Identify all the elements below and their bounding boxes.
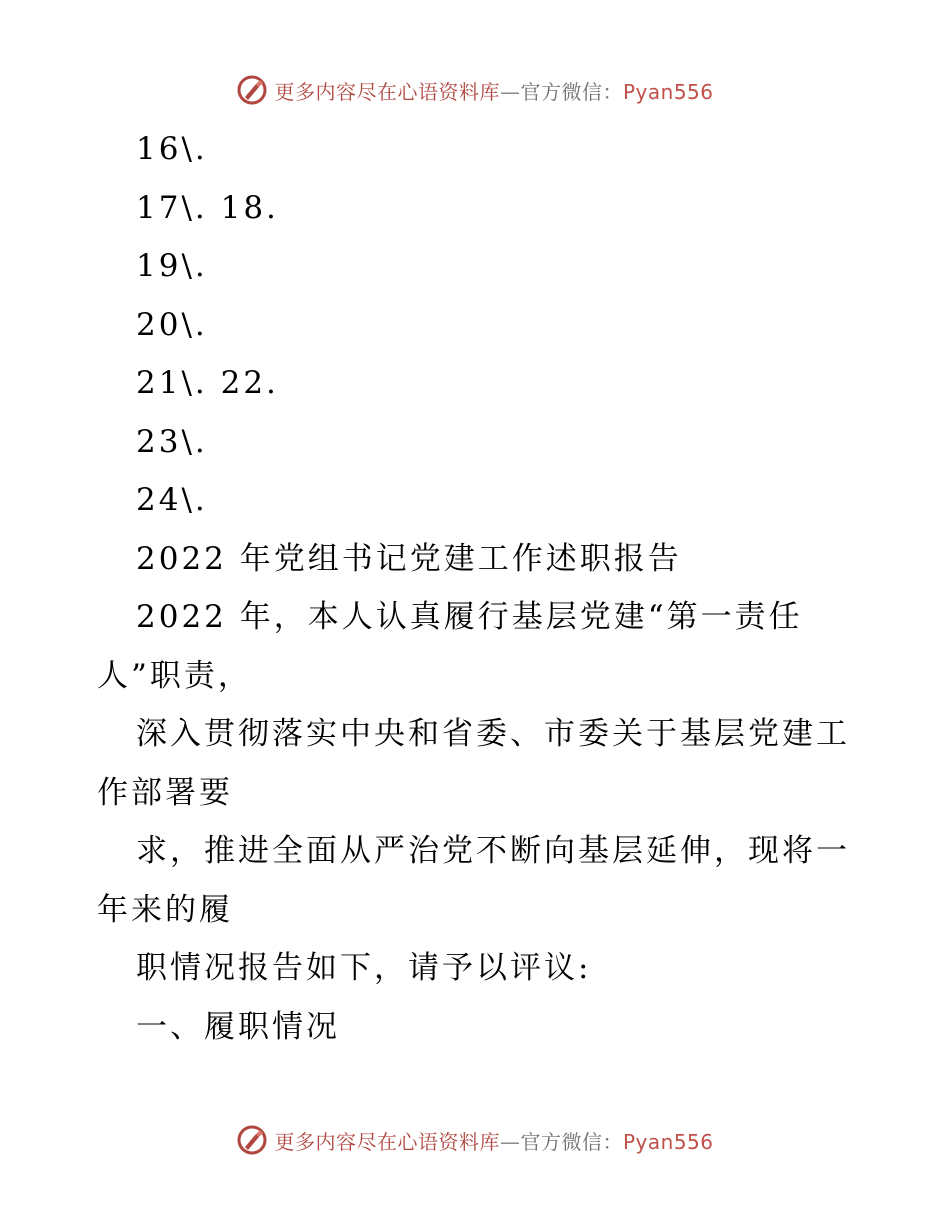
section-heading: 一、履职情况 xyxy=(136,1008,340,1045)
list-number-line: 19\. xyxy=(136,248,208,284)
header-watermark xyxy=(0,70,950,110)
watermark-text: 更多内容尽在心语资料库—官方微信：Pyan556 xyxy=(274,1129,714,1154)
paragraph-line: 求，推进全面从严治党不断向基层延伸，现将一 xyxy=(136,833,850,869)
document-body xyxy=(97,120,867,1056)
list-number-line: 20\. xyxy=(136,306,208,343)
list-number-line: 21\. 22. xyxy=(136,365,279,401)
list-number-line: 16\. xyxy=(136,131,208,167)
paragraph-line: 2022 年，本人认真履行基层党建“第一责任 xyxy=(136,599,803,635)
list-number-line: 24\. xyxy=(136,482,208,518)
footer-watermark xyxy=(0,1120,950,1160)
watermark-text: 更多内容尽在心语资料库—官方微信：Pyan556 xyxy=(274,79,714,104)
paragraph-line: 作部署要 xyxy=(97,774,233,811)
paragraph-line: 深入贯彻落实中央和省委、市委关于基层党建工 xyxy=(136,716,850,752)
list-number-line: 23\. xyxy=(136,423,208,460)
list-number-line: 17\. 18. xyxy=(136,189,279,226)
pen-logo-icon xyxy=(236,74,268,106)
document-title: 2022 年党组书记党建工作述职报告 xyxy=(136,540,682,577)
paragraph-line: 人”职责， xyxy=(97,657,252,694)
paragraph-line: 职情况报告如下，请予以评议: xyxy=(136,950,592,986)
paragraph-line: 年来的履 xyxy=(97,891,233,928)
pen-logo-icon xyxy=(236,1124,268,1156)
